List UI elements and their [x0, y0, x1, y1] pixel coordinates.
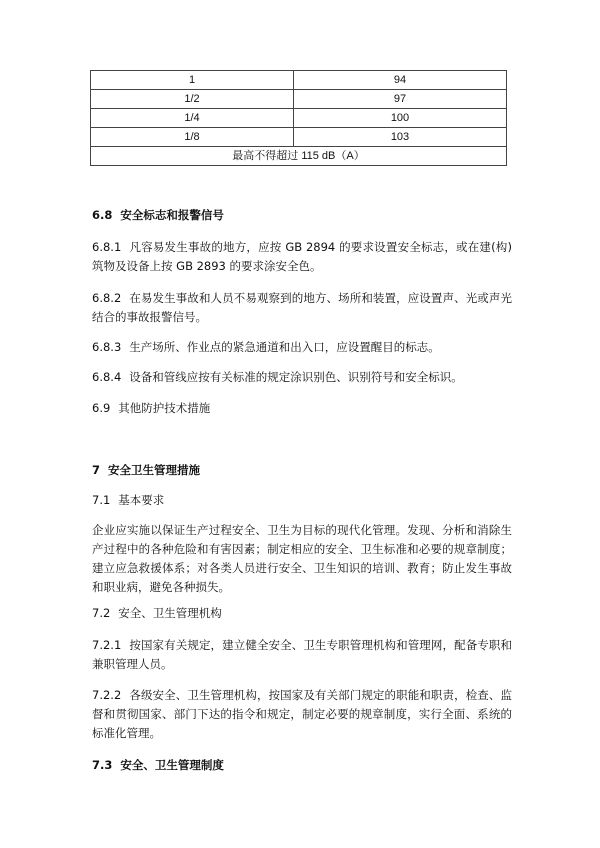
table-row	[91, 109, 507, 128]
section-title: 安全、卫生管理制度	[120, 758, 224, 772]
clause-7-2-2	[92, 686, 512, 743]
section-7-3-heading	[92, 756, 512, 775]
section-number: 7.3	[92, 758, 113, 772]
table-footer-note: 最高不得超过 115 dB（A）	[91, 147, 507, 166]
table-row	[91, 128, 507, 147]
ratio-cell: 1/4	[91, 109, 294, 128]
ratio-cell: 1	[91, 71, 294, 90]
clause-number: 6.8.1	[92, 240, 122, 254]
chapter-number: 7	[92, 463, 101, 477]
table-row	[91, 90, 507, 109]
clause-text: 按国家有关规定，建立健全安全、卫生专职管理机构和管理网，配备专职和兼职管理人员。	[92, 638, 512, 671]
section-title: 其他防护技术措施	[118, 401, 211, 415]
clause-text: 凡容易发生事故的地方，应按 GB 2894 的要求设置安全标志，或在建(构)筑物及设备上按 GB 2893 的要求涂安全色。	[92, 240, 512, 273]
clause-7-2-1	[92, 636, 512, 674]
clause-6-8-2	[92, 289, 512, 327]
db-value-cell: 103	[294, 128, 507, 147]
noise-limit-table	[90, 70, 507, 166]
db-value-cell: 100	[294, 109, 507, 128]
chapter-title: 安全卫生管理措施	[108, 463, 201, 477]
section-number: 6.9	[92, 401, 111, 415]
clause-text: 设备和管线应按有关标准的规定涂识别色、识别符号和安全标识。	[129, 370, 463, 384]
section-title: 安全标志和报警信号	[120, 208, 224, 222]
clause-number: 6.8.4	[92, 370, 122, 384]
ratio-cell: 1/8	[91, 128, 294, 147]
section-title: 安全、卫生管理机构	[118, 606, 222, 620]
clause-text: 各级安全、卫生管理机构，按国家及有关部门规定的职能和职责，检查、监督和贯彻国家、部门下达的指令和规定，制定必要的规章制度，实行全面、系统的标准化管理。	[92, 688, 512, 740]
section-7-1-text: 企业应实施以保证生产过程安全、卫生为目标的现代化管理。发现、分析和消除生产过程中的各种危险和有害因素；制定相应的安全、卫生标准和必要的规章制度；建立应急救援体系；对各类人员进行安全、卫生知识的培训、教育；防止发生事故和职业病，避免各种损失。	[92, 523, 512, 594]
section-number: 7.1	[92, 493, 111, 507]
chapter-7-heading	[92, 461, 512, 480]
table-row	[91, 71, 507, 90]
clause-text: 在易发生事故和人员不易观察到的地方、场所和装置，应设置声、光或声光结合的事故报警信号。	[92, 291, 512, 324]
db-value-cell: 97	[294, 90, 507, 109]
section-6-9-heading	[92, 399, 512, 418]
clause-6-8-4	[92, 368, 512, 387]
clause-number: 6.8.2	[92, 291, 122, 305]
section-number: 7.2	[92, 606, 111, 620]
clause-6-8-1	[92, 238, 512, 276]
ratio-cell: 1/2	[91, 90, 294, 109]
clause-number: 7.2.1	[92, 638, 122, 652]
clause-number: 6.8.3	[92, 340, 122, 354]
table-footer-row	[91, 147, 507, 166]
section-title: 基本要求	[118, 493, 165, 507]
section-number: 6.8	[92, 208, 113, 222]
clause-6-8-3	[92, 338, 512, 357]
clause-number: 7.2.2	[92, 688, 122, 702]
section-7-2-heading	[92, 604, 512, 623]
db-value-cell: 94	[294, 71, 507, 90]
section-6-8-heading	[92, 206, 512, 225]
section-7-1-heading	[92, 491, 512, 510]
clause-text: 生产场所、作业点的紧急通道和出入口，应设置醒目的标志。	[129, 340, 440, 354]
